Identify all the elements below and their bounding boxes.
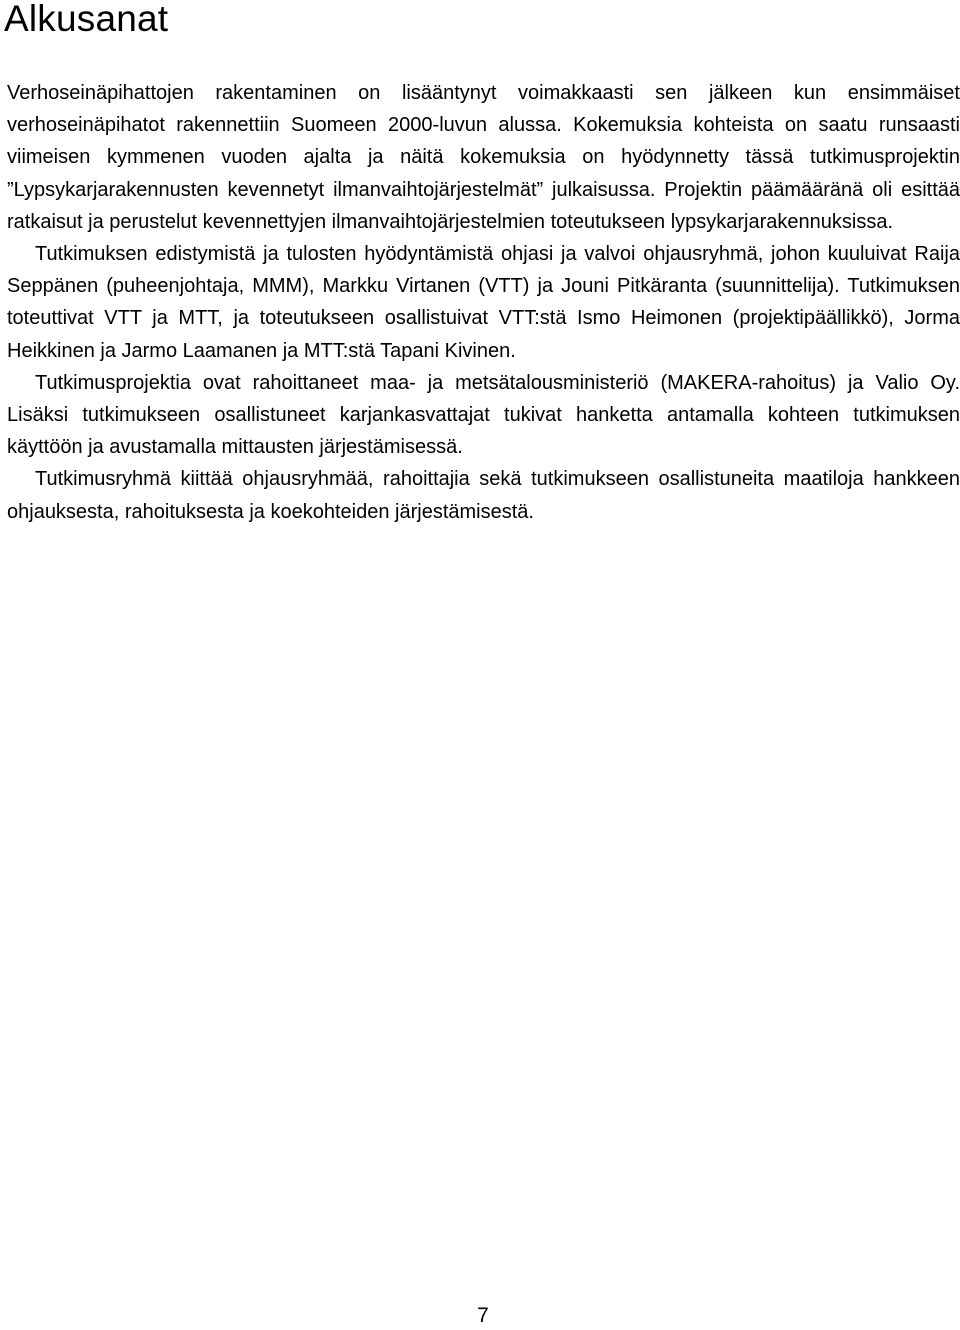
paragraph-funding: Tutkimusprojektia ovat rahoittaneet maa- ja metsätalousministeriö (MAKERA-rahoitus) ja Valio Oy. Lisäksi tutkimukseen osallistuneet karjankasvattajat tukivat hanketta antamalla kohteen tutkimuksen käyttöön ja avustamalla mittausten järjestämisessä. — [7, 371, 960, 459]
page-title: Alkusanat — [4, 0, 169, 39]
body-text — [7, 77, 960, 528]
page-number: 7 — [477, 1304, 489, 1327]
paragraph-intro: Verhoseinäpihattojen rakentaminen on lisääntynyt voimakkaasti sen jälkeen kun ensimmäiset verhoseinäpihatot rakennettiin Suomeen 2000-luvun alussa. Kokemuksia kohteista on saatu runsaasti viimeisen kymmenen vuoden ajalta ja näitä kokemuksia on hyödynnetty tässä tutkimusprojektin ”Lypsykarjarakennusten kevennetyt ilmanvaihtojärjestelmät” julkaisussa. Projektin päämääränä oli esittää ratkaisut ja perustelut kevennettyjen ilmanvaihtojärjestelmien toteutukseen lypsykarjarakennuksissa. — [7, 82, 960, 233]
paragraph-steering-group: Tutkimuksen edistymistä ja tulosten hyödyntämistä ohjasi ja valvoi ohjausryhmä, johon kuuluivat Raija Seppänen (puheenjohtaja, MMM), Markku Virtanen (VTT) ja Jouni Pitkäranta (suunnittelija). Tutkimuksen toteuttivat VTT ja MTT, ja toteutukseen osallistuivat VTT:stä Ismo Heimonen (projektipäällikkö), Jorma Heikkinen ja Jarmo Laamanen ja MTT:stä Tapani Kivinen. — [7, 243, 960, 362]
paragraph-thanks: Tutkimusryhmä kiittää ohjausryhmää, rahoittajia sekä tutkimukseen osallistuneita maatiloja hankkeen ohjauksesta, rahoituksesta ja koekohteiden järjestämisestä. — [7, 468, 960, 523]
